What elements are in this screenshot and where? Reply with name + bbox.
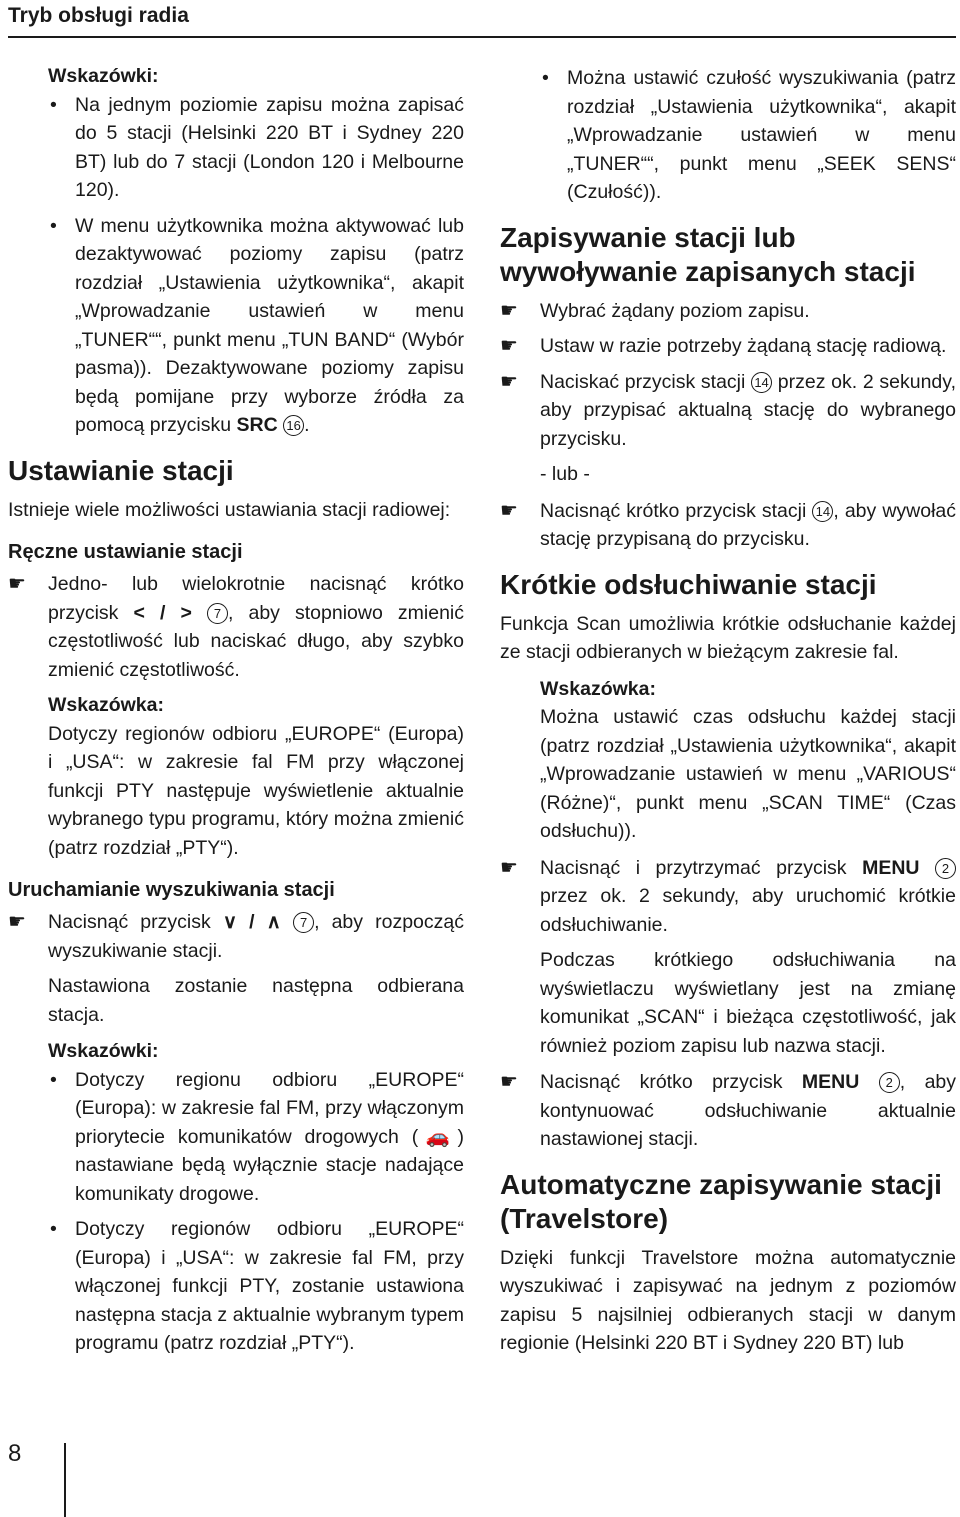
key-number-badge: 16 (283, 415, 304, 436)
bullet-dot-icon: • (50, 214, 57, 237)
action-text: Nacisnąć krótko przycisk (540, 1071, 783, 1093)
action-text: Wybrać żądany poziom zapisu. (540, 299, 810, 322)
page-header (8, 0, 956, 38)
note-title: Wskazówka: (540, 677, 656, 700)
arrow-keys-icon: ∨ / ∧ (222, 911, 281, 933)
bullet-dot-icon: • (542, 67, 549, 89)
action-step (500, 297, 956, 326)
section-heading: Krótkie odsłuchiwanie stacji (500, 568, 877, 600)
bullet-dot-icon: • (50, 1218, 57, 1240)
action-text: Nacisnąć i przytrzymać przycisk (540, 856, 847, 879)
action-text: , aby rozpocząć wyszukiwanie stacji. (48, 911, 464, 962)
subsection-heading: Uruchamianie wyszukiwania stacji (8, 879, 335, 901)
note-block (48, 1037, 464, 1358)
section-text: Dzięki funkcji Travelstore można automatycznie wyszukiwać i zapisywać na jednym z poziomów zapisu 5 najsilniej odbieranych stacji w danym regionie (Helsinki 220 BT i Sydney 220 BT) lub (500, 1246, 956, 1354)
action-text: Ustaw w razie potrzeby żądaną stację radiową. (540, 335, 947, 357)
result-text: Nastawiona zostanie następna odbierana stacja. (48, 975, 464, 1026)
pointing-hand-icon: ☛ (500, 335, 518, 357)
key-number-badge: 7 (207, 603, 228, 624)
action-text: Nacisnąć krótko przycisk stacji (540, 499, 807, 522)
note-block (540, 675, 956, 846)
note-bullet-text: Dotyczy regionów odbioru „EUROPE“ (Europa) i „USA“: w zakresie fal FM, przy włączonej funkcji PTY, zostanie ustawiona następna stacja z aktualnie wybranym typem programu (patrz rozdział „PTY“). (75, 1218, 464, 1354)
note-bullet: • W menu użytkownika można aktywować lub dezaktywować poziomy zapisu (patrz rozdział „Ustawienia użytkownika“, akapit „Wprowadzanie ustawień w menu „TUNER““, punkt menu „TUN BAND“ (Wybór pasma)). Dezaktywowane poziomy zapisu będą pomijane przy wyborze źródła za pomocą przycisku SRC 16 . (48, 212, 464, 440)
action-text: przez ok. 2 sekundy, aby przypisać aktualną stację do wybranego przycisku. (540, 370, 956, 450)
pointing-hand-icon: ☛ (8, 911, 26, 933)
action-text: Naciskać przycisk stacji (540, 370, 746, 393)
key-number-badge: 2 (935, 858, 956, 879)
pointing-hand-icon: ☛ (500, 1071, 518, 1093)
action-text: Nacisnąć przycisk (48, 911, 211, 933)
menu-key-label: MENU (862, 856, 920, 879)
margin-rule (64, 1443, 66, 1517)
action-step (500, 854, 956, 940)
traffic-info-car-icon: 🚗 (418, 1125, 458, 1148)
action-step (8, 908, 464, 965)
result-text: Podczas krótkiego odsłuchiwania na wyświetlaczu wyświetlany jest na zmianę komunikat „SCAN“ i bieżąca częstotliwość, jak również poziom zapisu lub nazwa stacji. (540, 949, 956, 1057)
arrow-keys-icon: < / > (133, 601, 192, 624)
bullet-dot-icon: • (50, 93, 57, 116)
note-title: Wskazówka: (48, 694, 164, 716)
note-bullet-text: W menu użytkownika można aktywować lub dezaktywować poziomy zapisu (patrz rozdział „Ustawienia użytkownika“, akapit „Wprowadzanie ustawień w menu „TUNER““, punkt menu „TUN BAND“ (Wybór pasma)). Dezaktywowane poziomy zapisu będą pomijane przy wyborze źródła za pomocą przycisku (75, 214, 464, 436)
note-title: Wskazówki: (48, 1040, 159, 1062)
subsection-heading: Ręczne ustawianie stacji (8, 541, 243, 563)
action-text: , aby wywołać stację przypisaną do przycisku. (540, 499, 956, 550)
note-bullet (48, 91, 464, 205)
note-block (48, 691, 464, 862)
note-bullet-text: Można ustawić czułość wyszukiwania (patrz rozdział „Ustawienia użytkownika“, akapit „Wprowadzanie ustawień w menu „TUNER““, punkt menu „SEEK SENS“ (Czułość)). (567, 67, 956, 203)
page-number: 8 (8, 1440, 22, 1467)
action-step (500, 332, 956, 361)
section-intro: Istnieje wiele możliwości ustawiania stacji radiowej: (8, 498, 451, 521)
right-column (500, 64, 956, 1366)
action-step (500, 1068, 956, 1154)
key-number-badge: 14 (812, 501, 833, 522)
action-step (500, 368, 956, 454)
section-intro: Funkcja Scan umożliwia krótkie odsłuchanie każdej ze stacji odbieranych w bieżącym zakresie fal. (500, 612, 956, 663)
key-number-badge: 7 (293, 912, 314, 933)
section-heading: Automatyczne zapisywanie stacji (Travelstore) (500, 1168, 942, 1234)
pointing-hand-icon: ☛ (8, 573, 26, 595)
note-text: Można ustawić czas odsłuchu każdej stacji (patrz rozdział „Ustawienia użytkownika“, akapit „Wprowadzanie ustawień w menu „VARIOUS“ (Różne)“, punkt menu „SCAN TIME“ (Czas odsłuchu)). (540, 706, 956, 842)
section-heading: Ustawianie stacji (8, 454, 234, 486)
pointing-hand-icon: ☛ (500, 856, 518, 879)
action-text: , aby stopniowo zmienić częstotliwość lub naciskać długo, aby szybko zmienić częstotliwość. (48, 601, 465, 681)
action-step (8, 570, 464, 684)
menu-key-label: MENU (801, 1071, 860, 1093)
pointing-hand-icon: ☛ (500, 499, 518, 522)
action-text: Jedno- lub wielokrotnie nacisnąć krótko przycisk (48, 573, 464, 624)
key-number-badge: 14 (751, 372, 772, 393)
section-heading: Zapisywanie stacji lub wywoływanie zapisanych stacji (500, 221, 916, 287)
pointing-hand-icon: ☛ (500, 299, 518, 322)
action-text: przez ok. 2 sekundy, aby uruchomić krótkie odsłuchiwanie. (540, 885, 956, 936)
note-bullet (48, 1066, 464, 1209)
note-bullet-text: Dotyczy regionu odbioru „EUROPE“ (Europa): w zakresie fal FM, przy włączonym priorytecie komunikatów drogowych ( (75, 1068, 464, 1148)
note-bullet-text: Na jednym poziomie zapisu można zapisać do 5 stacji (Helsinki 220 BT i Sydney 220 BT) lub do 7 stacji (London 120 i Melbourne 120). (75, 93, 464, 201)
action-text: , aby kontynuować odsłuchiwanie aktualnie nastawionej stacji. (540, 1071, 957, 1150)
action-step (500, 497, 956, 554)
pointing-hand-icon: ☛ (500, 370, 518, 393)
page-header-title: Tryb obsługi radia (8, 4, 189, 27)
bullet-dot-icon: • (50, 1068, 57, 1091)
note-bullet (48, 1215, 464, 1358)
note-bullet (540, 64, 956, 207)
note-title: Wskazówki: (48, 65, 159, 87)
note-text: Dotyczy regionów odbioru „EUROPE“ (Europa) i „USA“: w zakresie fal FM przy włączonej funkcji PTY następuje wyświetlenie aktualnie wybranego typu programu, który można zmienić (patrz rozdział „PTY“). (48, 722, 464, 859)
key-number-badge: 2 (879, 1072, 900, 1093)
src-key-label: SRC (236, 414, 278, 436)
left-column (8, 62, 464, 1365)
note-block (48, 62, 464, 440)
note-bullet-text: ) nastawiane będą wyłącznie stacje nadające komunikaty drogowe. (75, 1125, 464, 1205)
or-separator: - lub - (540, 463, 590, 485)
